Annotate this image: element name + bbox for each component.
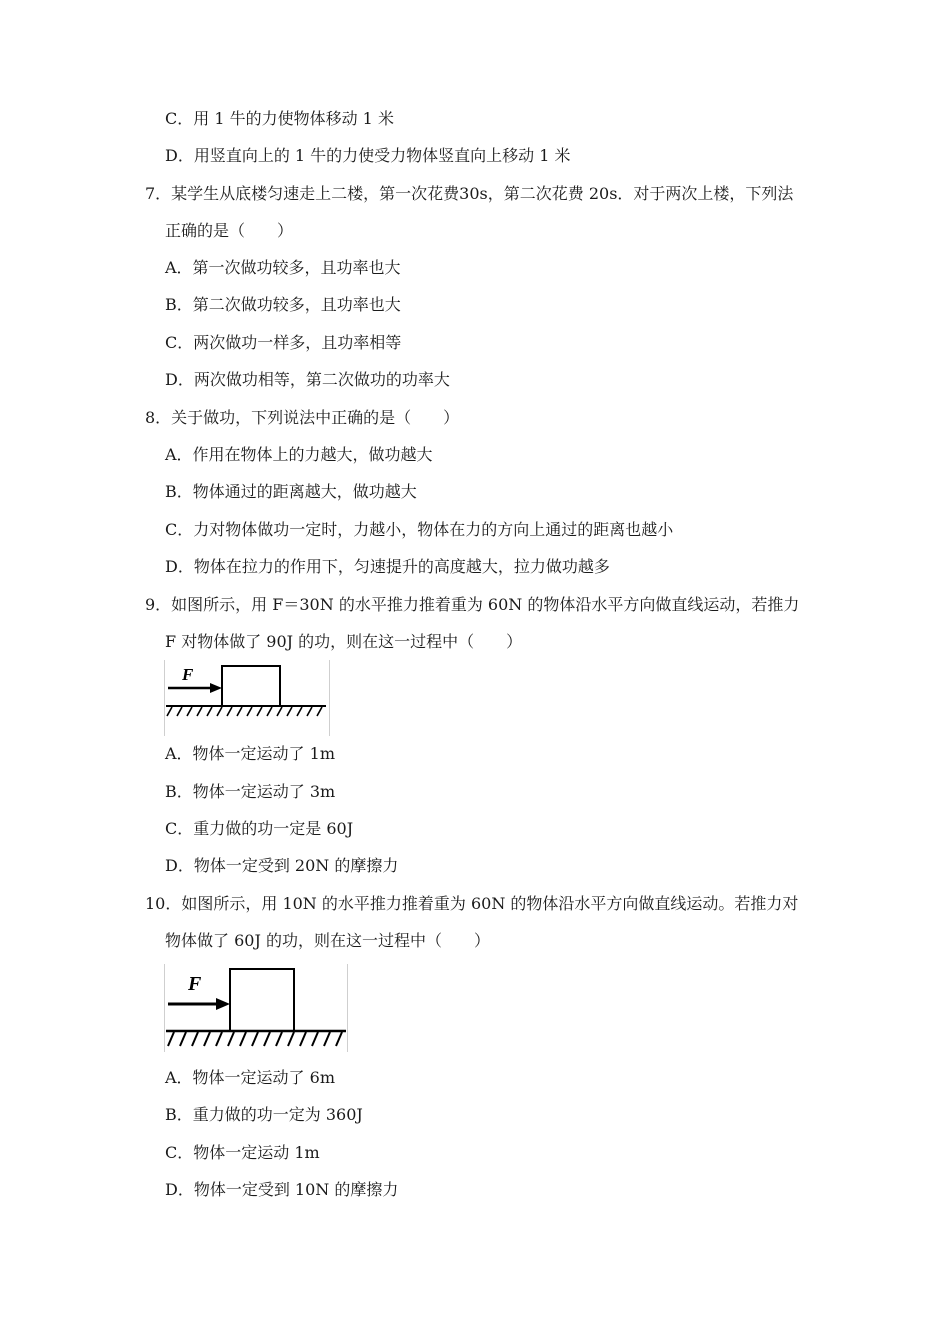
q9-stem-line2: F 对物体做了 90J 的功，则在这一过程中（ ）: [165, 632, 523, 651]
q10-option-d: D．物体一定受到 10N 的摩擦力: [165, 1180, 399, 1199]
q7-option-b: B．第二次做功较多，且功率也大: [165, 295, 401, 314]
q7-stem-line1: 7．某学生从底楼匀速走上二楼，第一次花费30s，第二次花费 20s．对于两次上楼，下列法: [145, 184, 794, 203]
q8-option-a: A．作用在物体上的力越大，做功越大: [165, 445, 433, 464]
q10-option-c: C．物体一定运动 1m: [165, 1143, 320, 1162]
q9-option-d: D．物体一定受到 20N 的摩擦力: [165, 856, 399, 875]
q10-force-arrow-icon: [168, 998, 230, 1010]
q6-option-c: C．用 1 牛的力使物体移动 1 米: [165, 109, 394, 128]
q9-figure: [164, 660, 330, 736]
q8-option-d: D．物体在拉力的作用下，匀速提升的高度越大，拉力做功越多: [165, 557, 610, 576]
q10-option-b: B．重力做的功一定为 360J: [165, 1105, 363, 1124]
q10-force-label: F: [188, 973, 202, 995]
q6-option-d: D．用竖直向上的 1 牛的力使受力物体竖直向上移动 1 米: [165, 146, 571, 165]
q8-stem-line1: 8．关于做功，下列说法中正确的是（ ）: [145, 408, 460, 427]
q7-option-c: C．两次做功一样多，且功率相等: [165, 333, 402, 352]
q10-figure: [164, 964, 348, 1052]
q10-ground-hatching: [168, 1032, 342, 1046]
q9-option-c: C．重力做的功一定是 60J: [165, 819, 354, 838]
q9-option-b: B．物体一定运动了 3m: [165, 782, 336, 801]
q9-force-arrow-icon: [168, 683, 222, 693]
q9-stem-line1: 9．如图所示，用 F＝30N 的水平推力推着重为 60N 的物体沿水平方向做直线运动，若推力: [145, 595, 800, 614]
q9-ground-hatching: [167, 707, 322, 716]
q9-option-a: A．物体一定运动了 1m: [165, 744, 335, 763]
q7-stem-line2: 正确的是（ ）: [165, 221, 294, 240]
q10-option-a: A．物体一定运动了 6m: [165, 1068, 335, 1087]
q7-option-a: A．第一次做功较多，且功率也大: [165, 258, 401, 277]
q8-option-b: B．物体通过的距离越大，做功越大: [165, 482, 417, 501]
q9-force-label: F: [182, 665, 194, 684]
q10-stem-line2: 物体做了 60J 的功，则在这一过程中（ ）: [165, 931, 490, 950]
q7-option-d: D．两次做功相等，第二次做功的功率大: [165, 370, 450, 389]
q8-option-c: C．力对物体做功一定时，力越小，物体在力的方向上通过的距离也越小: [165, 520, 674, 539]
q9-block: [222, 666, 280, 706]
q10-stem-line1: 10．如图所示，用 10N 的水平推力推着重为 60N 的物体沿水平方向做直线运动。若推力对: [145, 894, 799, 913]
q10-block: [230, 969, 294, 1031]
